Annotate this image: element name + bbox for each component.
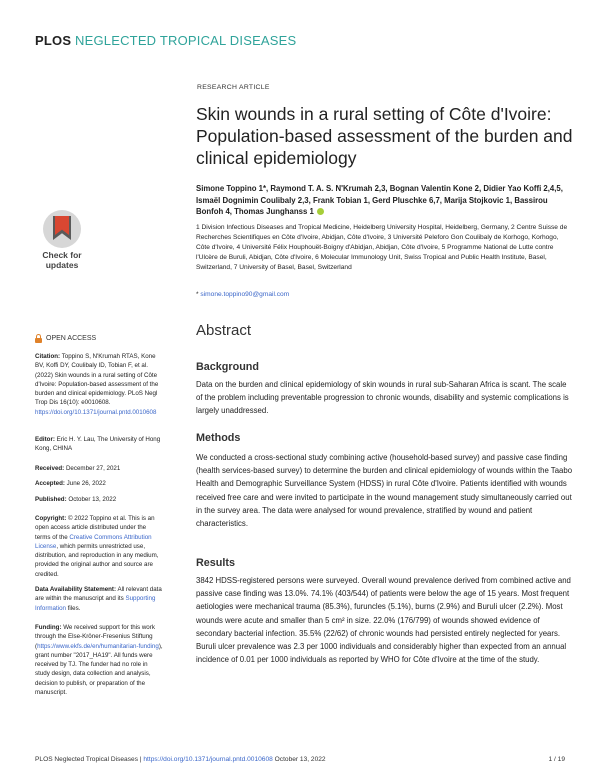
published-block: Published: October 13, 2022 [35, 496, 117, 503]
abstract-heading: Abstract [196, 322, 252, 339]
check-for-updates-badge[interactable] [38, 210, 86, 278]
footer-doi-link[interactable]: https://doi.org/10.1371/journal.pntd.0010608 [143, 756, 273, 763]
methods-heading: Methods [196, 432, 241, 444]
funding-link[interactable]: https://www.ekfs.de/en/humanitarian-funding [37, 642, 159, 650]
results-paragraph: 3842 HDSS-registered persons were surveyed. Overall wound prevalence derived from combined active and passive case finding was 13.0%. 74.1% (403/544) of patients were below the age of 15 years. Most frequent aetiologies were mechanical trauma (85.3%), furuncles (5.1%), burns (2.9%) and Buruli ulcer (2.2%). Most wounds were acute and smaller than 5 cm² in size. 22.0% (176/799) of wounds showed evidence of secondary bacterial infection. 35.5% (22/62) of chronic wounds had persisted entirely neglected for years. Buruli ulcer prevalence was 2.3 per 1000 individuals and considerably higher than expected from an annual incidence of 0.01 per 1000 individuals as reported by WHO for Côte d'Ivoire at the time of the study. [196, 576, 571, 665]
journal-name: NEGLECTED TROPICAL DISEASES [75, 33, 297, 48]
results-heading: Results [196, 557, 236, 569]
article-title: Skin wounds in a rural setting of Côte d'Ivoire: Population-based assessment of the burden and clinical epidemiology [196, 104, 573, 168]
open-access-badge [35, 334, 96, 343]
methods-paragraph: We conducted a cross-sectional study combining active (household-based survey) and passive case finding (health services-based survey) to determine the burden and clinical epidemiology of wounds within the Taabo Health and Demographic Surveillance System (HDSS) in rural Côte d'Ivoire. Patients identified with wounds received free care and were invited to participate in the wound management study simultaneously carried out in the survey area. The data were analysed for wound prevalence, stratified by wound and patient characteristics. [196, 453, 573, 529]
journal-plos: PLOS [35, 33, 72, 48]
received-block: Received: December 27, 2021 [35, 465, 121, 472]
author-list [196, 183, 574, 218]
copyright-block: Copyright: © 2022 Toppino et al. This is an open access article distributed under the terms of the Creative Commons Attribution License, which permits unrestricted use, distribution, and reproduction in any medium, provided the original author and source are credited. [35, 515, 159, 578]
funding-block: Funding: We received support for this work through the Else-Kröner-Fresenius Stiftung (https://www.ekfs.de/en/humanitarian-funding), grant number "2017_HA19". All funds were received by TJ. The funder had no role in study design, data collection and analysis, decision to publish, or preparation of the manuscript. [35, 624, 163, 697]
footer-left [35, 756, 326, 763]
editor-block: Editor: Eric H. Y. Lau, The University of Hong Kong, CHINA [35, 436, 161, 453]
page-number: 1 / 19 [548, 756, 565, 763]
citation-block: Citation: Toppino S, N'Krumah RTAS, Kone BV, Koffi DY, Coulibaly ID, Tobian F, et al. (2022) Skin wounds in a rural setting of Côte d'Ivoire: Population-based assessment of the burden and clinical epidemiology. PLoS Negl Trop Dis 16(10): e0010608. https://doi.org/10.1371/journal.pntd.0010608 [35, 353, 159, 416]
badge-label: Check for updates [42, 250, 82, 270]
footer-date: October 13, 2022 [274, 756, 326, 763]
background-heading: Background [196, 361, 259, 373]
accepted-block: Accepted: June 26, 2022 [35, 480, 106, 487]
supporting-info-link[interactable]: Supporting Information [35, 595, 156, 612]
open-access-label: OPEN ACCESS [46, 335, 97, 342]
authors-text: Simone Toppino 1*, Raymond T. A. S. N'Krumah 2,3, Bognan Valentin Kone 2, Didier Yao Koffi 2,4,5, Ismaël Dognimin Coulibaly 2,3, Frank Tobian 1, Gerd Pluschke 6,7, Marija Stojkovic 1, Bassirou Bonfoh 4, Thomas Junghanss 1 [196, 184, 563, 216]
footer-journal: PLOS Neglected Tropical Diseases | [35, 756, 142, 763]
email-link[interactable]: simone.toppino90@gmail.com [200, 291, 290, 298]
cc-license-link[interactable]: Creative Commons Attribution License [35, 533, 152, 550]
page-footer [0, 754, 600, 768]
data-availability-block: Data Availability Statement: All relevant data are within the manuscript and its Supporting Information files. [35, 586, 162, 612]
orcid-icon[interactable] [317, 208, 324, 215]
background-paragraph: Data on the burden and clinical epidemiology of skin wounds in rural sub-Saharan Africa is scant. The scale of the problem including preventable progression to chronic wounds, disability and systemic complications is largely unaddressed. [196, 380, 569, 416]
affiliations: 1 Division Infectious Diseases and Tropical Medicine, Heidelberg University Hospital, Heidelberg, Germany, 2 Centre Suisse de Recherches Scientifiques en Côte d'Ivoire, Abidjan, Côte d'Ivoire, 3 Université Peleforo Gon Coulibaly de Korhogo, Korhogo, Côte d'Ivoire, 4 Université Félix Houphouët-Boigny d'Abidjan, Abidjan, Côte d'Ivoire, 5 Programme National de Lutte contre l'Ulcère de Buruli, Abidjan, Côte d'Ivoire, 6 Molecular Immunology Unit, Swiss Tropical and Public Health Institute, Basel, Switzerland, 7 University of Basel, Basel, Switzerland [196, 224, 568, 272]
citation-doi-link[interactable]: https://doi.org/10.1371/journal.pntd.0010608 [35, 408, 157, 416]
article-type: RESEARCH ARTICLE [197, 84, 270, 91]
corresponding-author: * simone.toppino90@gmail.com [196, 291, 290, 298]
journal-header [35, 33, 296, 48]
open-lock-icon [35, 334, 42, 343]
